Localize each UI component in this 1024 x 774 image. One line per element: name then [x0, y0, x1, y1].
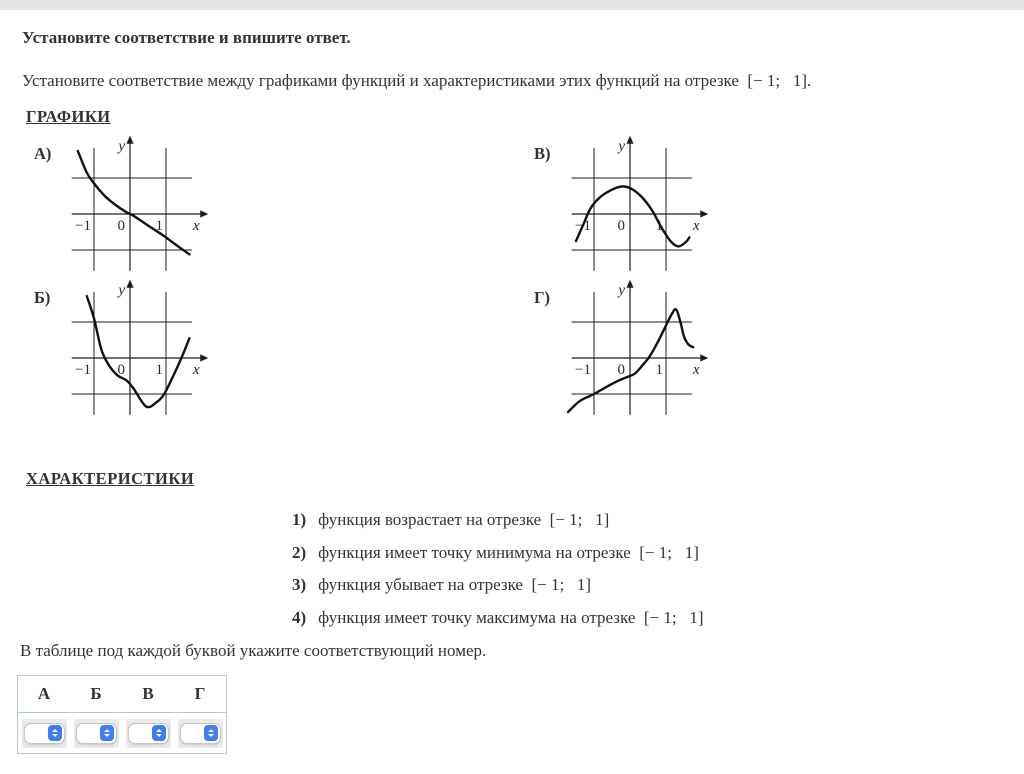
answer-select-a[interactable]	[24, 723, 65, 744]
graph-block-a	[34, 136, 534, 278]
characteristic-item-3	[292, 569, 1002, 602]
characteristic-number: 1)	[292, 510, 307, 529]
characteristic-text: функция имеет точку минимума на отрезке [− 1; 1]	[318, 542, 699, 562]
characteristics-list	[292, 504, 1002, 634]
answer-table	[17, 675, 227, 754]
characteristic-text: функция имеет точку максимума на отрезке [− 1; 1]	[318, 607, 704, 627]
svg-text:x: x	[692, 362, 700, 378]
svg-text:y: y	[118, 138, 125, 155]
svg-text:x: x	[192, 218, 200, 234]
answer-table-header	[18, 676, 226, 713]
graph-block-g	[534, 280, 1002, 422]
page-title: Установите соответствие и впишите ответ.	[22, 28, 351, 47]
graph-v-plot	[560, 136, 745, 278]
stepper-icon	[204, 725, 218, 741]
graphs-grid	[34, 136, 1002, 422]
characteristics-heading: ХАРАКТЕРИСТИКИ	[26, 469, 195, 488]
graph-block-b	[34, 280, 534, 422]
top-strip	[0, 0, 1024, 10]
stepper-icon	[152, 725, 166, 741]
answer-cell-v	[126, 719, 171, 748]
svg-text:y: y	[618, 282, 625, 299]
graph-letter-v: В)	[534, 144, 551, 163]
answer-cell-g	[178, 719, 223, 748]
graph-b-plot	[60, 280, 245, 422]
graph-g-plot	[560, 280, 745, 422]
svg-text:0: 0	[117, 362, 125, 378]
svg-text:x: x	[692, 218, 700, 234]
graph-letter-a: А)	[34, 144, 52, 163]
answer-select-g[interactable]	[180, 723, 221, 744]
characteristic-text: функция возрастает на отрезке [− 1; 1]	[318, 510, 610, 529]
answer-cell-b	[74, 719, 119, 748]
exercise-page	[0, 27, 1024, 754]
column-header-a: А	[37, 684, 51, 703]
characteristic-number: 3)	[292, 575, 307, 594]
graph-letter-b: Б)	[34, 288, 51, 307]
graph-letter-g: Г)	[534, 288, 550, 307]
svg-text:−1: −1	[75, 218, 91, 234]
characteristic-item-2	[292, 537, 1002, 570]
characteristic-number: 4)	[292, 607, 307, 627]
svg-text:0: 0	[617, 362, 625, 378]
answer-cell-a	[22, 719, 67, 748]
stepper-icon	[100, 725, 114, 741]
svg-text:y: y	[618, 138, 625, 155]
svg-text:x: x	[192, 362, 200, 378]
stepper-icon	[48, 725, 62, 741]
answer-select-v[interactable]	[128, 723, 169, 744]
column-header-b: Б	[90, 684, 102, 703]
answer-table-body	[18, 713, 226, 753]
svg-text:0: 0	[117, 218, 125, 234]
svg-text:1: 1	[155, 218, 163, 234]
svg-text:1: 1	[655, 362, 663, 378]
svg-text:1: 1	[655, 218, 663, 234]
column-header-g: Г	[194, 684, 206, 703]
svg-text:−1: −1	[575, 362, 591, 378]
characteristic-text: функция убывает на отрезке [− 1; 1]	[318, 575, 592, 594]
characteristic-item-1	[292, 504, 1002, 537]
characteristic-item-4	[292, 602, 1002, 635]
answer-select-b[interactable]	[76, 723, 117, 744]
svg-text:y: y	[118, 282, 125, 299]
task-instruction: Установите соответствие между графиками функций и характеристиками этих функций на отрезке [− 1; 1].	[22, 71, 812, 90]
svg-text:−1: −1	[575, 218, 591, 234]
column-header-v: В	[142, 684, 154, 703]
graphs-heading: ГРАФИКИ	[26, 107, 111, 126]
svg-text:0: 0	[617, 218, 625, 234]
graph-block-v	[534, 136, 1002, 278]
characteristic-number: 2)	[292, 542, 307, 562]
svg-text:1: 1	[155, 362, 163, 378]
svg-text:−1: −1	[75, 362, 91, 378]
answer-table-instruction: В таблице под каждой буквой укажите соответствующий номер.	[20, 641, 487, 660]
graph-a-plot	[60, 136, 245, 278]
